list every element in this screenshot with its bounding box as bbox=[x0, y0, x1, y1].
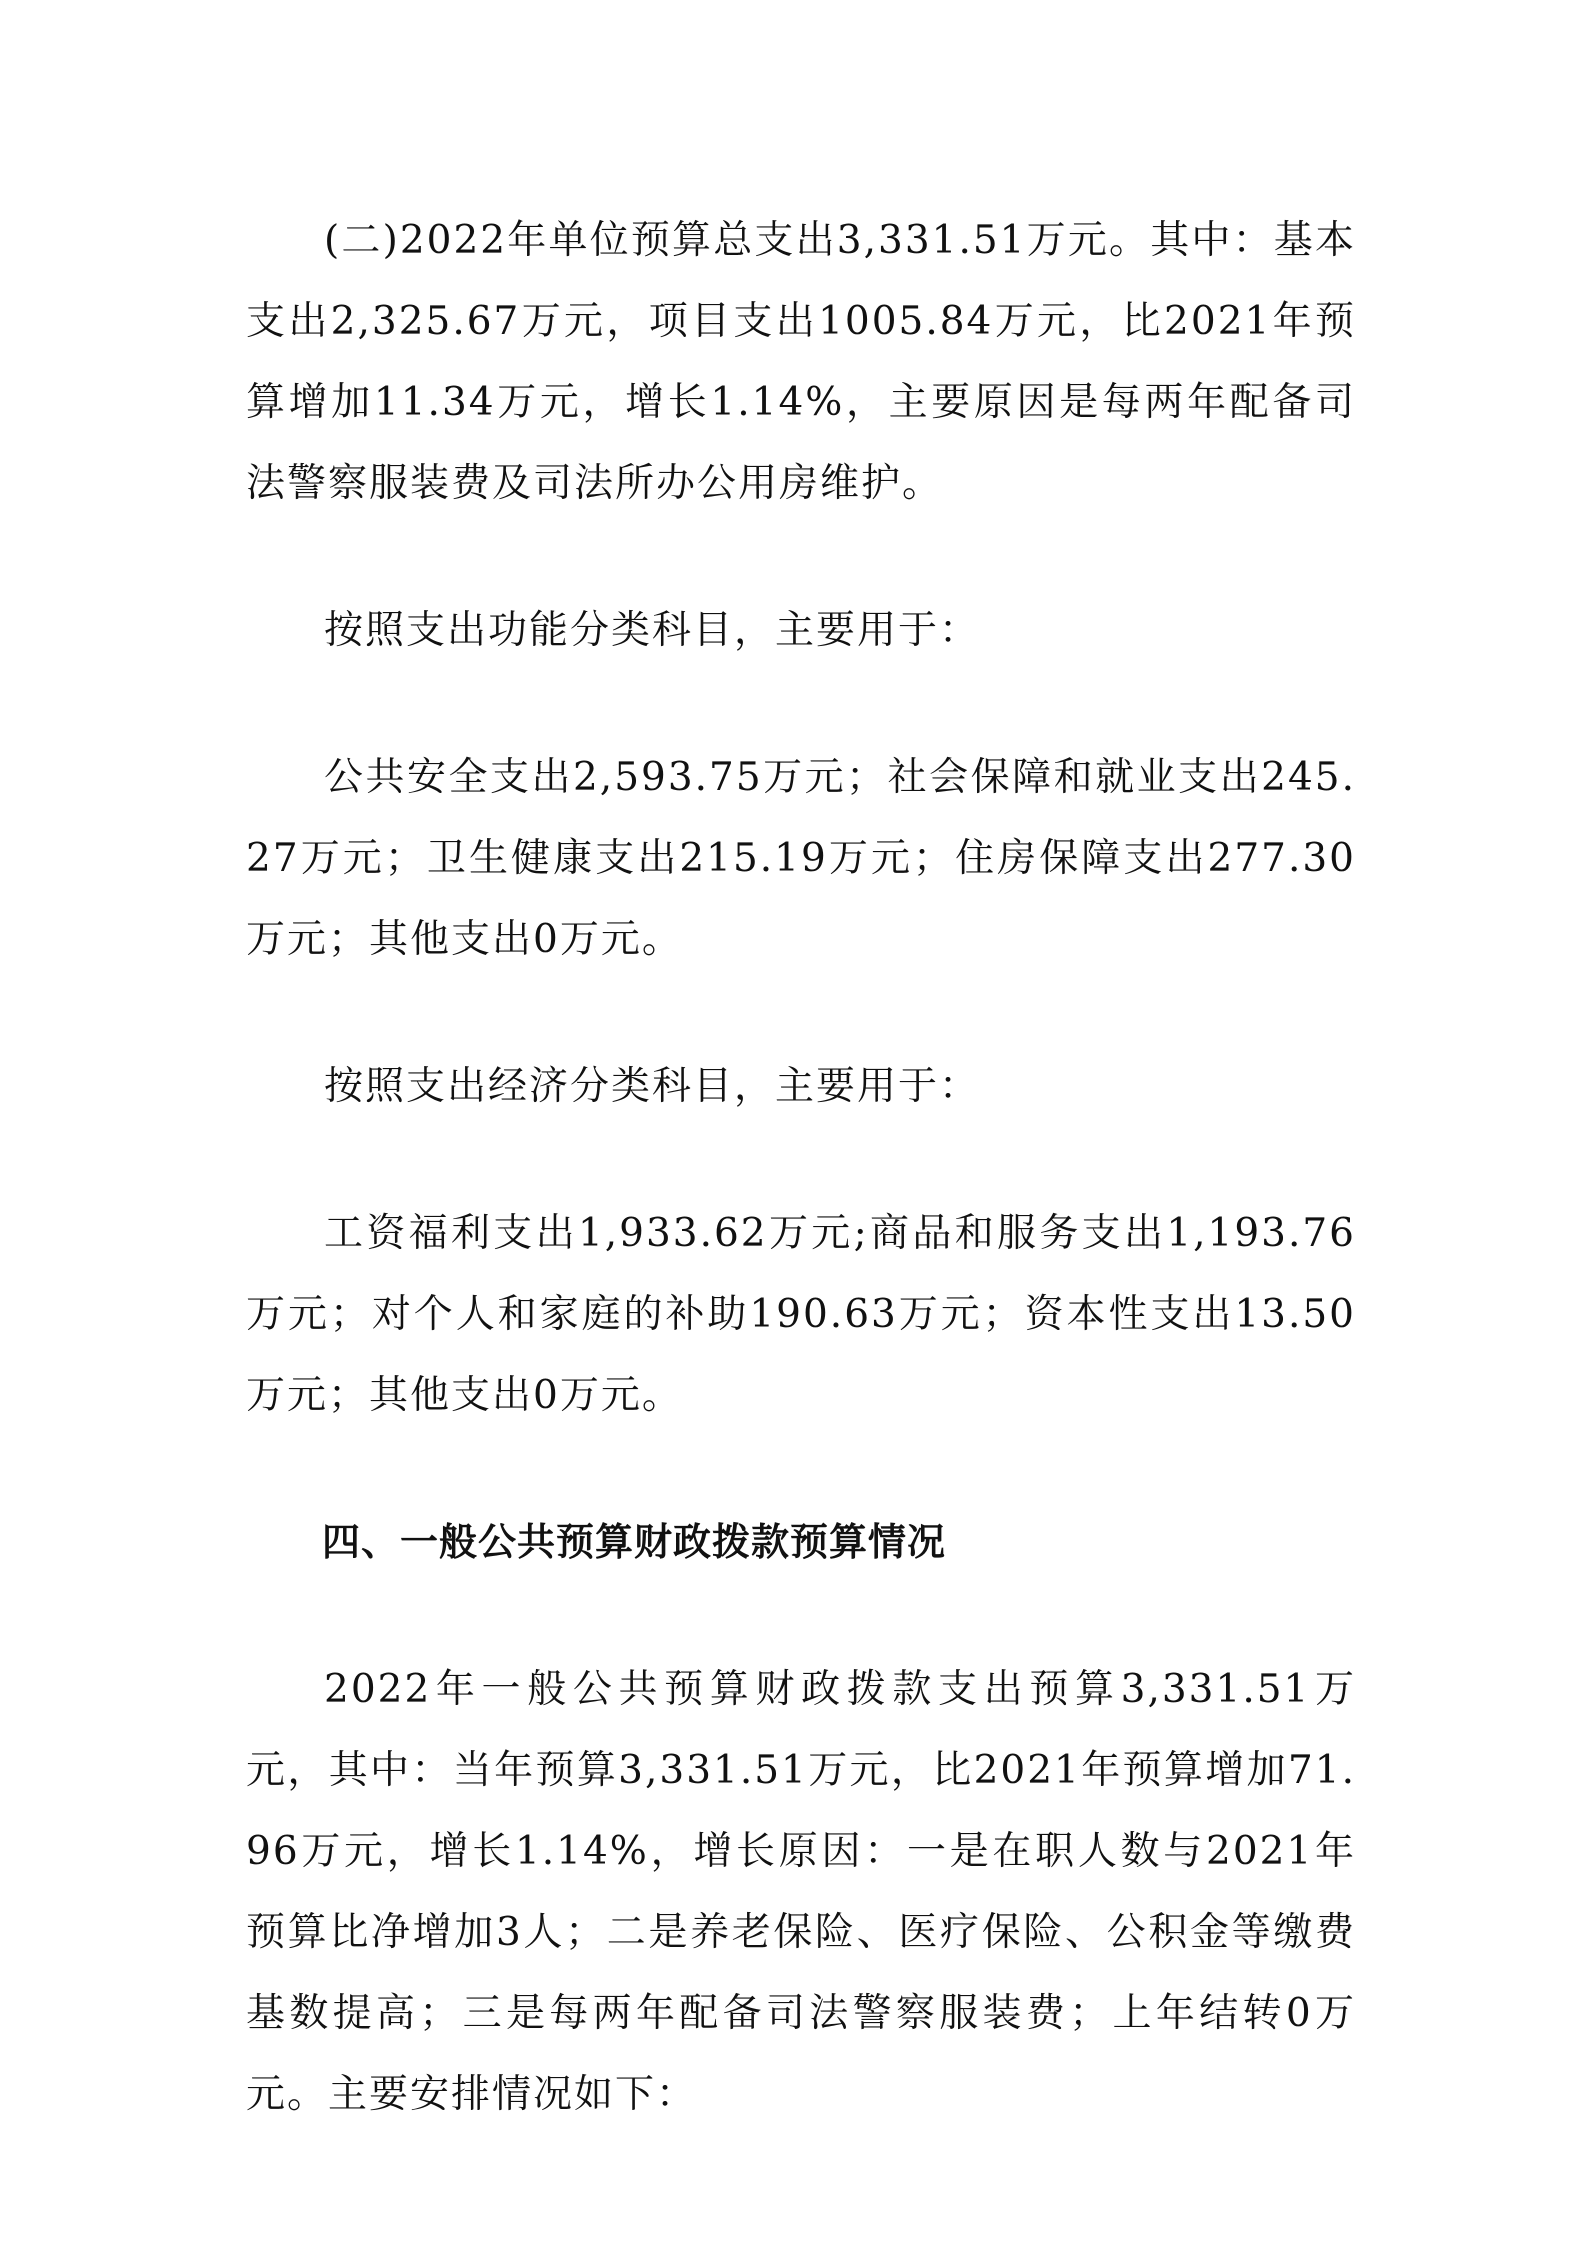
paragraph-gap bbox=[246, 524, 1356, 590]
document-body bbox=[246, 200, 1356, 2135]
paragraph-functional-classification-details: 公共安全支出2,593.75万元；社会保障和就业支出245.27万元；卫生健康支出215.19万元；住房保障支出277.30万元；其他支出0万元。 bbox=[246, 755, 1356, 962]
paragraph-functional-classification-intro: 按照支出功能分类科目，主要用于： bbox=[324, 608, 981, 653]
paragraph-unit-budget-expenditure: (二)2022年单位预算总支出3,331.51万元。其中：基本支出2,325.67万元，项目支出1005.84万元，比2021年预算增加11.34万元，增长1.14%，主要原因是每两年配备司法警察服装费及司法所办公用房维护。 bbox=[246, 218, 1356, 506]
paragraph-gap bbox=[246, 1583, 1356, 1649]
paragraph-economic-classification-details: 工资福利支出1,933.62万元;商品和服务支出1,193.76万元；对个人和家庭的补助190.63万元；资本性支出13.50万元；其他支出0万元。 bbox=[246, 1211, 1356, 1418]
paragraph-gap bbox=[246, 980, 1356, 1046]
paragraph-gap bbox=[246, 671, 1356, 737]
paragraph-gap bbox=[246, 1436, 1356, 1502]
paragraph-gap bbox=[246, 1127, 1356, 1193]
paragraph-general-public-budget: 2022年一般公共预算财政拨款支出预算3,331.51万元，其中：当年预算3,331.51万元，比2021年预算增加71.96万元，增长1.14%，增长原因：一是在职人数与2021年预算比净增加3人；二是养老保险、医疗保险、公积金等缴费基数提高；三是每两年配备司法警察服装费；上年结转0万元。主要安排情况如下： bbox=[246, 1667, 1356, 2117]
paragraph-economic-classification-intro: 按照支出经济分类科目，主要用于： bbox=[324, 1064, 981, 1109]
section-heading: 四、一般公共预算财政拨款预算情况 bbox=[322, 1520, 947, 1564]
